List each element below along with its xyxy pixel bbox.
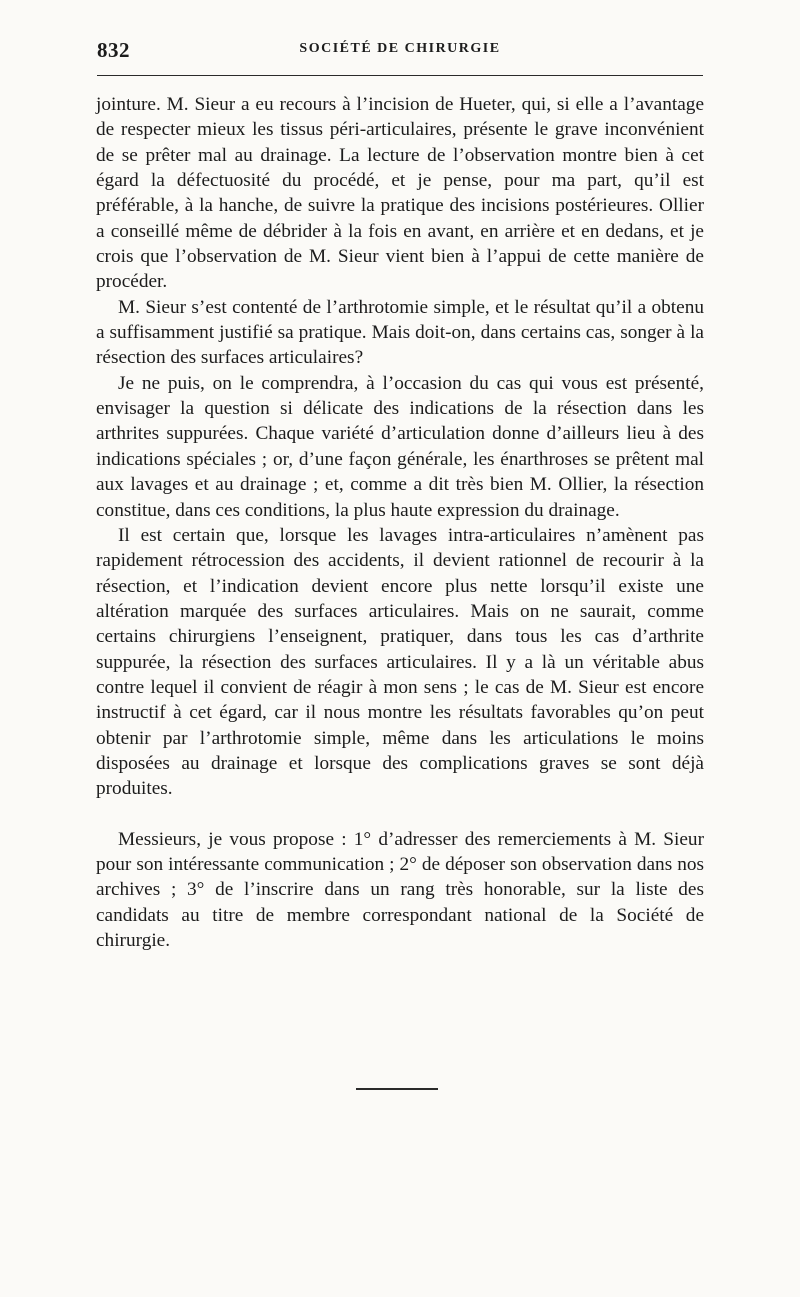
running-title: SOCIÉTÉ DE CHIRURGIE [299,41,501,56]
page-number: 832 [97,38,130,62]
end-rule [356,1088,438,1090]
body-text [96,92,704,953]
header-rule [97,75,703,76]
paragraph-4: Il est certain que, lorsque les lavages intra-articulaires n’amènent pas rapidement rétrocession des accidents, il devient rationnel de recourir à la résection, et l’indication devient encore plus nette lorsqu’il existe une altération marquée des surfaces articulaires. Mais on ne saurait, comme certains chirurgiens l’enseignent, pratiquer, dans tous les cas d’arthrite suppurée, la résection des surfaces articulaires. Il y a là un véritable abus contre lequel il convient de réagir à mon sens ; le cas de M. Sieur est encore instructif à cet égard, car il nous montre les résultats favorables qu’on peut obtenir par l’arthrotomie simple, même dans les articulations le moins disposées au drainage et lorsque des complications graves se sont déjà produites. [96,524,704,800]
paragraph-2: M. Sieur s’est contenté de l’arthrotomie simple, et le résultat qu’il a obtenu a suffisamment justifié sa pratique. Mais doit-on, dans certains cas, songer à la résection des surfaces articulaires? [96,296,704,369]
page-header [97,38,703,60]
paragraph-5-conclusion: Messieurs, je vous propose : 1° d’adresser des remerciements à M. Sieur pour son intéressante communication ; 2° de déposer son observation dans nos archives ; 3° de l’inscrire dans un rang très honorable, sur la liste des candidats au titre de membre correspondant national de la Société de chirurgie. [96,828,704,951]
paragraph-1: jointure. M. Sieur a eu recours à l’incision de Hueter, qui, si elle a l’avantage de respecter mieux les tissus péri-articulaires, présente le grave inconvénient de se prêter mal au drainage. La lecture de l’observation montre bien à cet égard la défectuosité du procédé, et je pense, pour ma part, qu’il est préférable, à la hanche, de suivre la pratique des incisions postérieures. Ollier a conseillé même de débrider à la fois en avant, en arrière et en dedans, et je crois que l’observation de M. Sieur vient bien à l’appui de cette manière de procéder. [96,94,704,293]
paragraph-3: Je ne puis, on le comprendra, à l’occasion du cas qui vous est présenté, envisager la question si délicate des indications de la résection dans les arthrites suppurées. Chaque variété d’articulation donne d’ailleurs lieu à des indications spéciales ; or, d’une façon générale, les énarthroses se prêtent mal aux lavages et au drainage ; et, comme a dit très bien M. Ollier, la résection constitue, dans ces conditions, la plus haute expression du drainage. [96,372,704,521]
